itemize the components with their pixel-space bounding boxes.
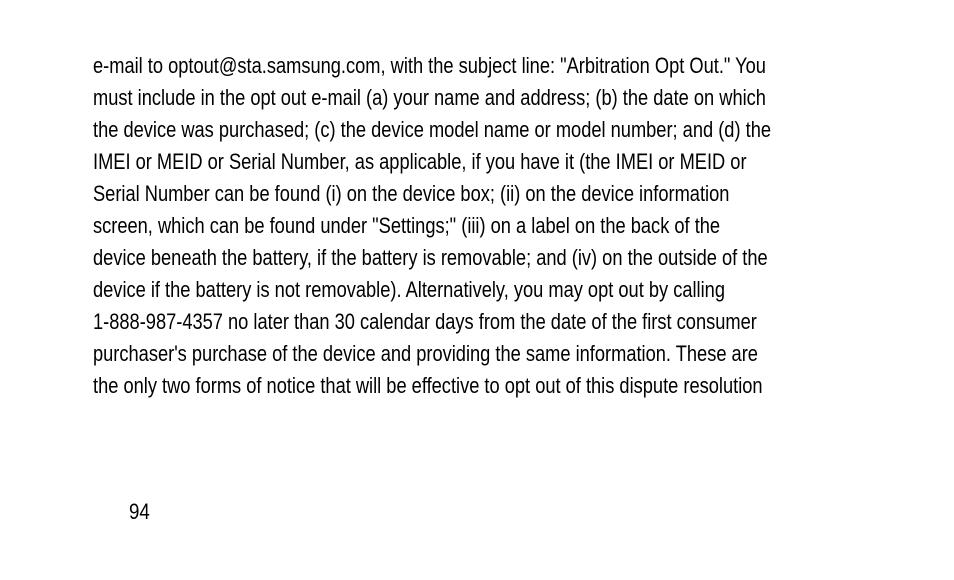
page-number: 94 [129, 499, 150, 524]
text-line: device beneath the battery, if the battery is removable; and (iv) on the outside of the [93, 245, 768, 270]
text-line: e-mail to optout@sta.samsung.com, with the subject line: "Arbitration Opt Out." You [93, 53, 766, 78]
text-line: the only two forms of notice that will be effective to opt out of this dispute resolution [93, 373, 763, 398]
text-line: device if the battery is not removable). Alternatively, you may opt out by calling [93, 277, 725, 302]
text-line: IMEI or MEID or Serial Number, as applicable, if you have it (the IMEI or MEID or [93, 149, 747, 174]
text-line: screen, which can be found under "Settings;" (iii) on a label on the back of the [93, 213, 721, 238]
text-line: the device was purchased; (c) the device model name or model number; and (d) the [93, 117, 772, 142]
text-line: Serial Number can be found (i) on the device box; (ii) on the device information [93, 181, 730, 206]
text-line: purchaser's purchase of the device and providing the same information. These are [93, 341, 758, 366]
text-line: must include in the opt out e-mail (a) your name and address; (b) the date on which [93, 85, 766, 110]
text-line: 1-888-987-4357 no later than 30 calendar days from the date of the first consumer [93, 309, 757, 334]
body-paragraph [93, 50, 893, 402]
